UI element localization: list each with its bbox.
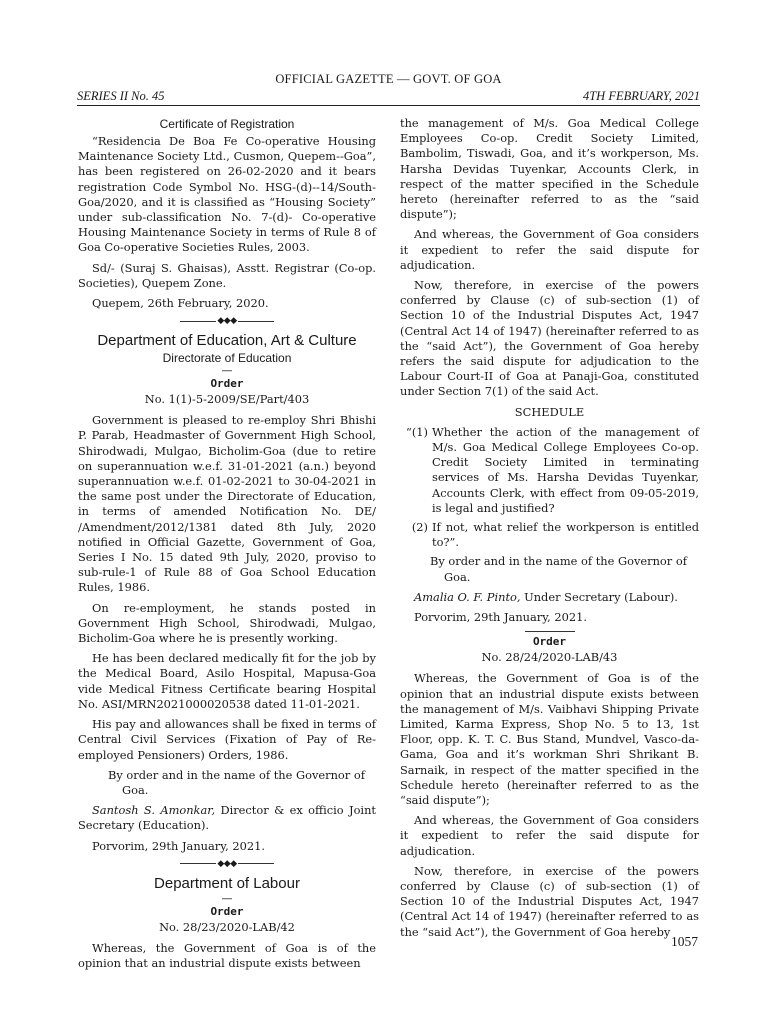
schedule-item-2: (2) If not, what relief the workperson is entitled to?”. <box>411 520 699 550</box>
order-2-paragraph-1: Whereas, the Government of Goa is of the opinion that an industrial dispute exists between the management of M/s. Vaibhavi Shipping Private Limited, Karma Express, Shop No. 5 to 13, 1st Floor, opp. K. T. C. Bus Stand, Mundvel, Vasco-da-Gama, Goa and it’s workman Shri Shrikant B. Sarnaik, in respect of the matter specified in the Schedule hereto (hereinafter referred to as the “said dispute”); <box>400 671 699 807</box>
schedule-title: SCHEDULE <box>514 404 585 419</box>
section-ornament: ◆◆◆ <box>78 859 376 869</box>
order-2-paragraph-2: And whereas, the Government of Goa considers it expedient to refer the said dispute for adjudication. <box>400 813 699 858</box>
education-paragraph-1: Government is pleased to re-employ Shri Bhishi P. Parab, Headmaster of Government High School, Shirodwadi, Mulgao, Bicholim-Goa (due to retire on superannuation w.e.f. 31-01-2021 (a.n.) beyond superannuation w.e.f. 01-02-2021 to 30-04-2021 in the same post under the Directorate of Education, in terms of amended Notification No. DE/ /Amendment/2012/1381 dated 8th July, 2020 notified in Official Gazette, Government of Goa, Series I No. 15 dated 9th July, 2020, proviso to sub-rule-1 of Rule 88 of Goa School Education Rules, 1986. <box>78 413 376 595</box>
section-rule <box>525 631 575 632</box>
labour-paragraph-1: Whereas, the Government of Goa is of the opinion that an industrial dispute exists between <box>78 940 376 970</box>
education-paragraph-2: On re-employment, he stands posted in Government High School, Shirodwadi, Mulgao, Bicholim-Goa where he is presently working. <box>78 600 376 646</box>
issue-date: 4TH FEBRUARY, 2021 <box>582 89 700 103</box>
title-dash: — <box>221 891 233 905</box>
labour-date: Porvorim, 29th January, 2021. <box>414 610 587 625</box>
page-header <box>77 72 700 106</box>
order-label: Order <box>210 904 244 918</box>
labour-order-number: No. 28/23/2020-LAB/42 <box>159 919 295 934</box>
gazette-title: OFFICIAL GAZETTE — GOVT. OF GOA <box>275 72 502 86</box>
certificate-signatory: Sd/- (Suraj S. Ghaisas), Asstt. Registrar (Co-op. Societies), Quepem Zone. <box>78 260 376 290</box>
title-dash: — <box>221 364 233 378</box>
header-rule <box>77 105 700 106</box>
certificate-date: Quepem, 26th February, 2020. <box>92 296 269 311</box>
certificate-body: “Residencia De Boa Fe Co-operative Housing Maintenance Society Ltd., Cusmon, Quepem--Goa”, has been registered on 26-02-2020 and it bears registration Code Symbol No. HSG-(d)--14/South-Goa/2020, and it is classified as “Housing Society” under sub-classification No. 7-(d)- Co-operative Housing Maintenance Society in terms of Rule 8 of Goa Co-operative Societies Rules, 2003. <box>78 134 376 255</box>
order-label: Order <box>210 377 244 391</box>
series-number: SERIES II No. 45 <box>77 89 165 103</box>
education-signatory: Santosh S. Amonkar, Director & ex officio Joint Secretary (Education). <box>78 803 376 833</box>
schedule-item-1: “(1) Whether the action of the management of M/s. Goa Medical College Employees Co-op. Credit Society Limited in terminating services of Ms. Harsha Devidas Tuyenkar, Accounts Clerk, with effect from 09-05-2019, is legal and justified? <box>406 424 699 515</box>
left-column <box>78 116 376 976</box>
labour-order-2-number: No. 28/24/2020-LAB/43 <box>481 650 618 665</box>
order-2-paragraph-3: Now, therefore, in exercise of the powers conferred by Clause (c) of sub-section (1) of Section 10 of the Industrial Disputes Act, 1947 (Central Act 14 of 1947) (hereinafter referred to as the “said Act”), the Government of Goa hereby <box>400 863 699 939</box>
department-education-title: Department of Education, Art & Culture <box>97 332 357 350</box>
page-number: 1057 <box>671 934 698 949</box>
labour-by-order: By order and in the name of the Governor of Goa. <box>430 554 687 584</box>
education-paragraph-3: He has been declared medically fit for the job by the Medical Board, Asilo Hospital, Mapusa-Goa vide Medical Fitness Certificate bearing Hospital No. ASI/MRN2021000020538 dated 11-01-2021. <box>78 651 376 711</box>
right-column <box>400 116 699 945</box>
department-labour-title: Department of Labour <box>154 874 300 892</box>
labour-paragraph-2: And whereas, the Government of Goa considers it expedient to refer the said dispute for adjudication. <box>400 227 699 272</box>
labour-signatory: Amalia O. F. Pinto, Under Secretary (Labour). <box>414 589 678 604</box>
education-by-order: By order and in the name of the Governor of Goa. <box>108 767 365 797</box>
labour-paragraph-3: Now, therefore, in exercise of the powers conferred by Clause (c) of sub-section (1) of Section 10 of the Industrial Disputes Act, 1947 (Central Act 14 of 1947) (hereinafter referred to as the “said Act”), the Government of Goa hereby refers the said dispute for adjudication to the Labour Court-II of Goa at Panaji-Goa, constituted under Section 7(1) of the said Act. <box>400 278 699 399</box>
education-paragraph-4: His pay and allowances shall be fixed in terms of Central Civil Services (Fixation of Pay of Re-employed Pensioners) Orders, 1986. <box>78 717 376 762</box>
labour-paragraph-1-continued: the management of M/s. Goa Medical College Employees Co-op. Credit Society Limited, Bambolim, Tiswadi, Goa, and it’s workperson, Ms. Harsha Devidas Tuyenkar, Accounts Clerk, in respect of the matter specified in the Schedule hereto (hereinafter referred to as the “said dispute”); <box>400 116 699 222</box>
header-row <box>77 88 700 104</box>
education-date: Porvorim, 29th January, 2021. <box>92 838 265 853</box>
section-ornament: ◆◆◆ <box>78 316 376 326</box>
order-label: Order <box>532 635 567 649</box>
certificate-title: Certificate of Registration <box>159 117 295 131</box>
directorate-title: Directorate of Education <box>162 351 292 366</box>
education-order-number: No. 1(1)-5-2009/SE/Part/403 <box>144 392 310 407</box>
